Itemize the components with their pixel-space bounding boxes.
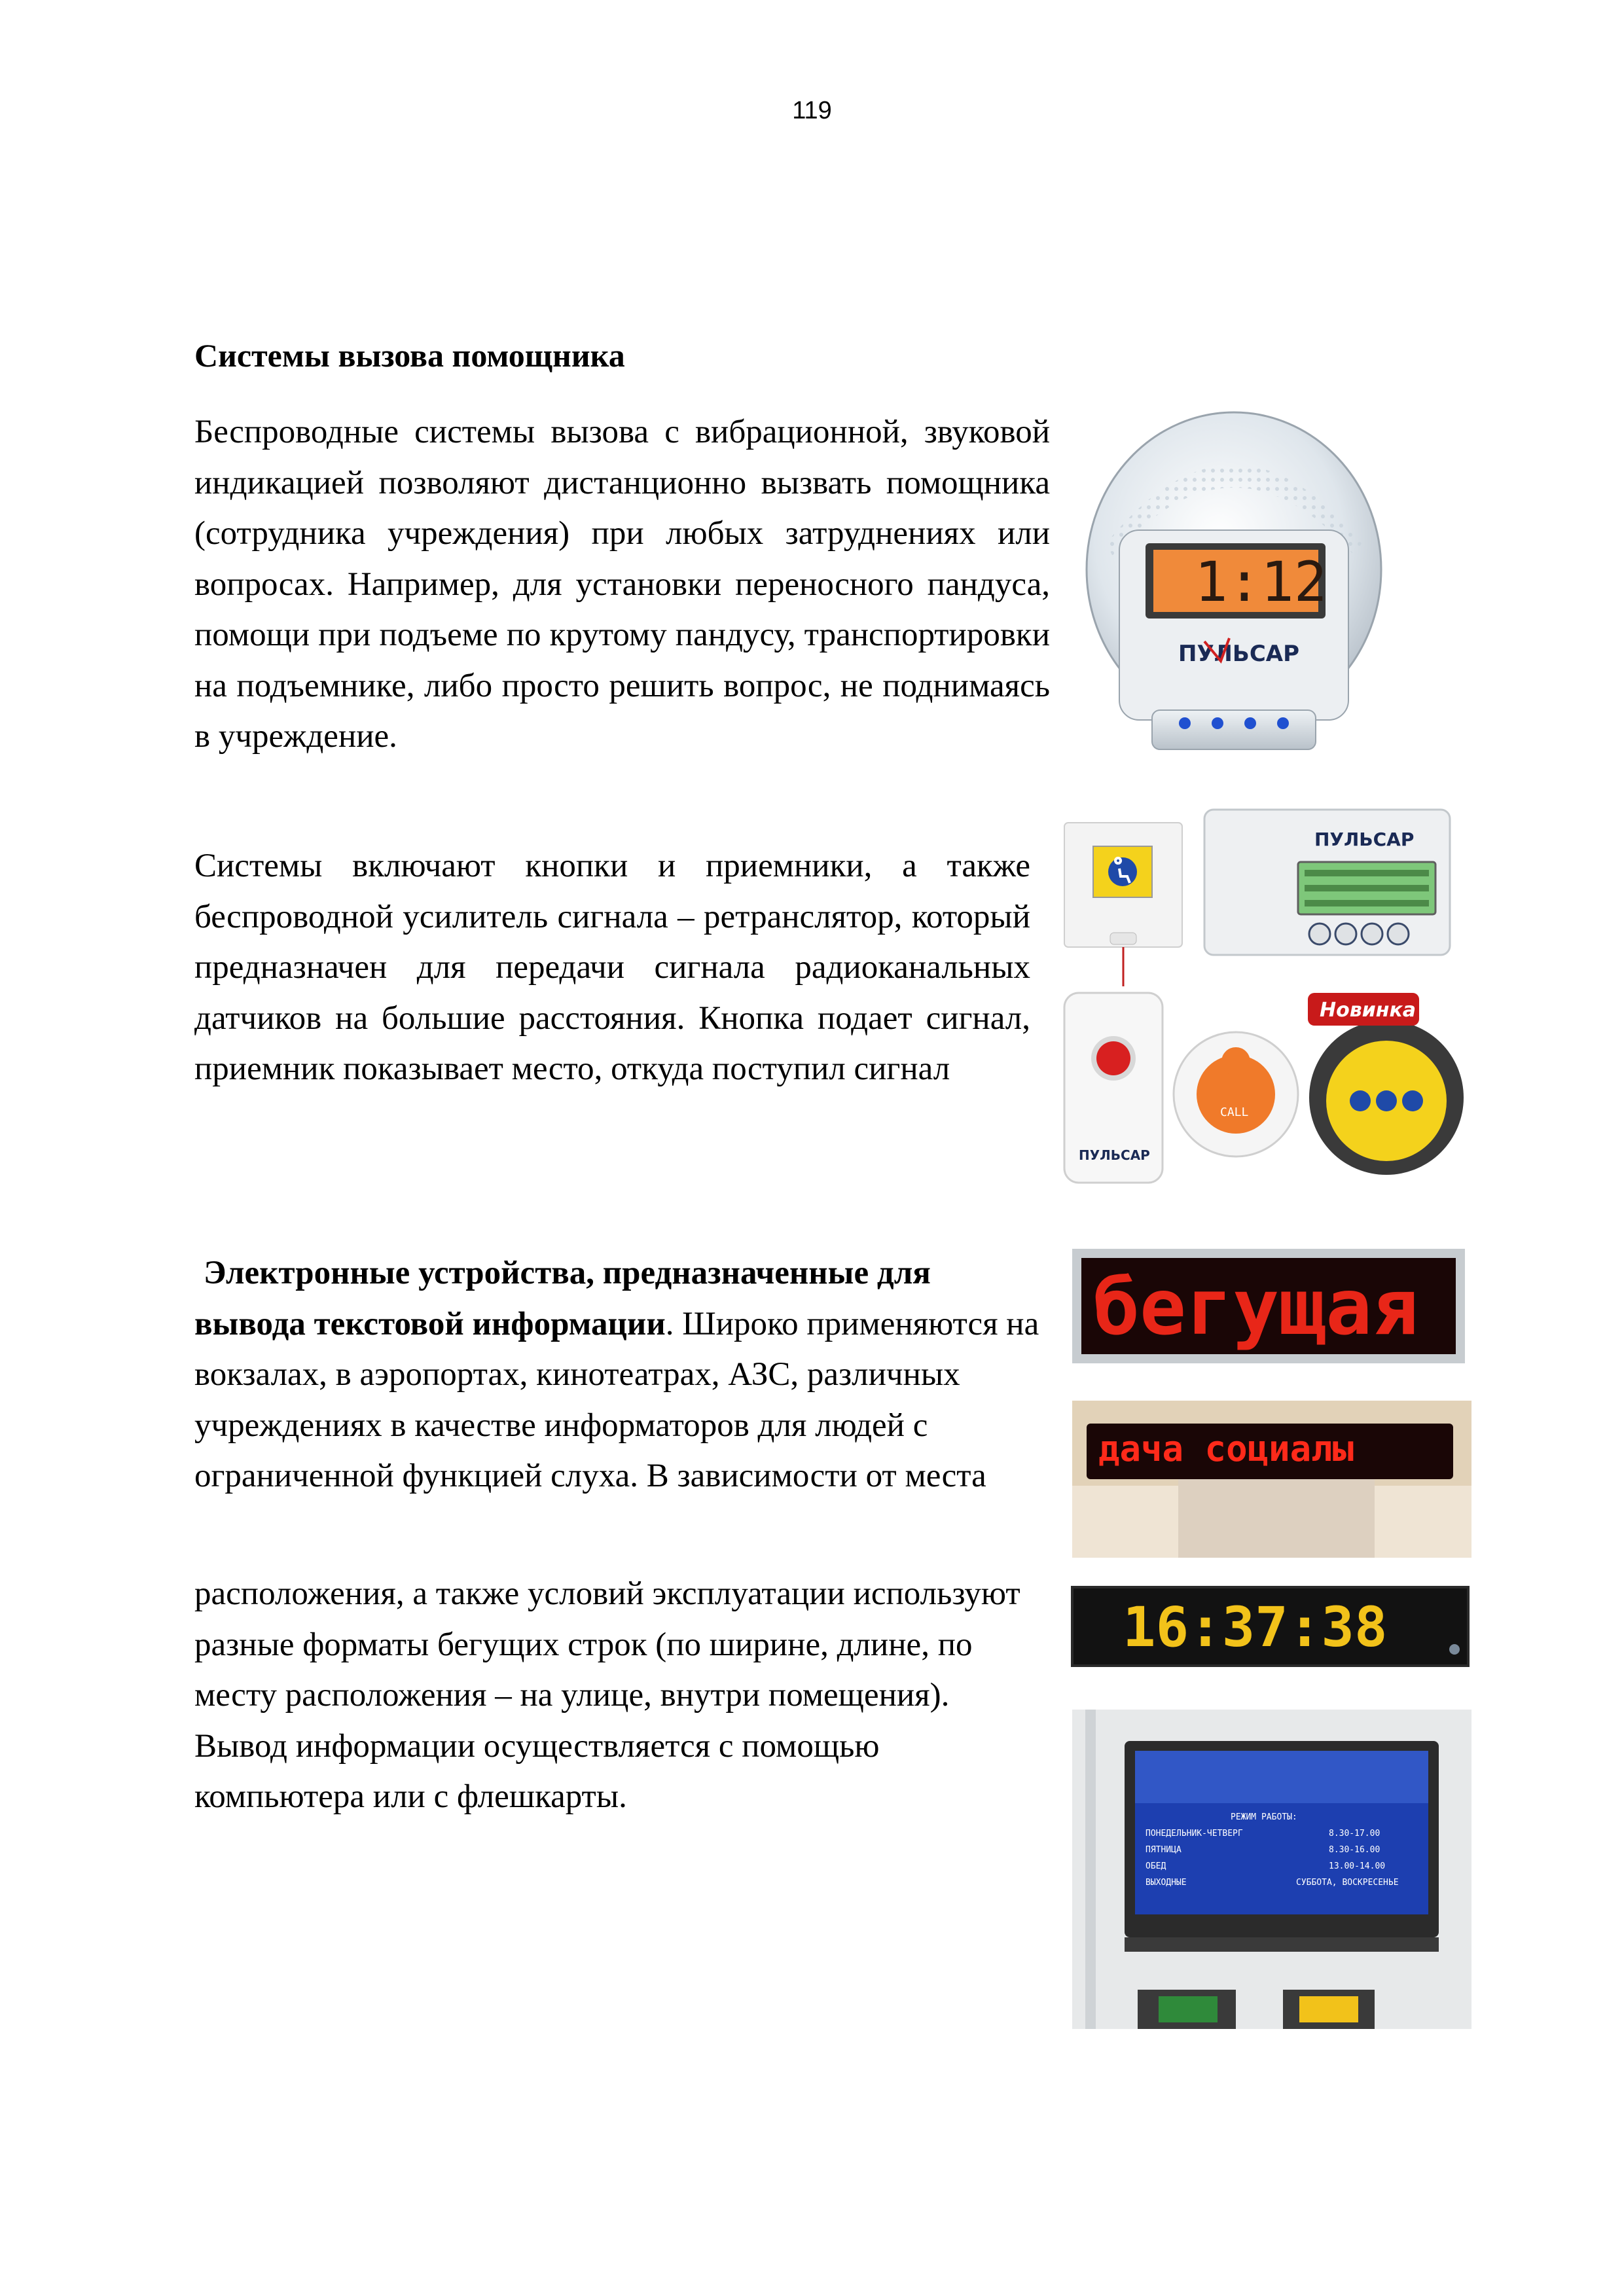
led-displays-image <box>1067 1244 1473 2029</box>
paragraph-call-systems-intro: Беспроводные системы вызова с вибрационной, звуковой индикацией позволяют дистанционно вызвать помощника (сотрудника учреждения) при любых затруднениях или вопросах. Например, для установки переносного пандуса, помощи при подъеме по крутому пандусу, транспортировки на подъемнике, либо просто решить вопрос, не поднимаясь в учреждение. <box>194 414 1050 755</box>
paragraph-call-systems-components: Системы включают кнопки и приемники, а также беспроводной усилитель сигнала – ретранслятор, который предназначен для передачи сигнала радиоканальных датчиков на большие расстояния. Кнопка подает сигнал, приемник показывает место, откуда поступил сигнал <box>194 848 1030 1087</box>
led-sign-2-text: дача социалы <box>1098 1428 1354 1469</box>
tv-time-3: 13.00-14.00 <box>1329 1861 1386 1871</box>
section-title-text-displays: Электронные устройства, предназначенные для вывода текстовой информации <box>194 1255 931 1342</box>
receiver-brand-label: ПУЛЬСАР <box>1178 641 1300 667</box>
tv-line-3: ПЯТНИЦА <box>1146 1845 1182 1855</box>
page-number: 119 <box>792 97 832 124</box>
panel-brand-label: ПУЛЬСАР <box>1314 829 1415 850</box>
tv-time-4: СУББОТА, ВОСКРЕСЕНЬЕ <box>1296 1878 1399 1888</box>
tv-time-2: 8.30-16.00 <box>1329 1845 1380 1855</box>
handheld-brand-label: ПУЛЬСАР <box>1079 1147 1150 1163</box>
new-badge: Новинка <box>1320 999 1416 1022</box>
call-buttons-image <box>1046 803 1465 1196</box>
paragraph-text-displays <box>194 1248 1045 1502</box>
tv-line-1: РЕЖИМ РАБОТЫ: <box>1231 1812 1297 1822</box>
led-sign-3-text: 16:37:38 <box>1123 1595 1388 1659</box>
section-title-call-systems: Системы вызова помощника <box>194 337 625 374</box>
text-displays-body-1: . Широко применяются на вокзалах, в аэропортах, кинотеатрах, АЗС, различных учреждениях в качестве информаторов для людей с ограниченной функцией слуха. В зависимости от места <box>194 1305 1039 1494</box>
lcd-time-readout: 1:12 <box>1195 550 1327 614</box>
receiver-device-image <box>1080 393 1388 772</box>
text-displays-body-2: расположения, а также условий эксплуатации используют разные форматы бегущих строк (по ширине, длине, по месту расположения – на улице, внутри помещения). Вывод информации осуществляется с помощью компьютера или с флешкарты. <box>194 1575 1020 1815</box>
tv-time-1: 8.30-17.00 <box>1329 1829 1380 1839</box>
tv-line-4: ОБЕД <box>1146 1861 1166 1871</box>
led-sign-1-text: бегущая <box>1093 1262 1419 1352</box>
tv-line-5: ВЫХОДНЫЕ <box>1146 1878 1187 1888</box>
tv-line-2: ПОНЕДЕЛЬНИК-ЧЕТВЕРГ <box>1146 1829 1243 1839</box>
call-button-label: CALL <box>1220 1105 1249 1119</box>
